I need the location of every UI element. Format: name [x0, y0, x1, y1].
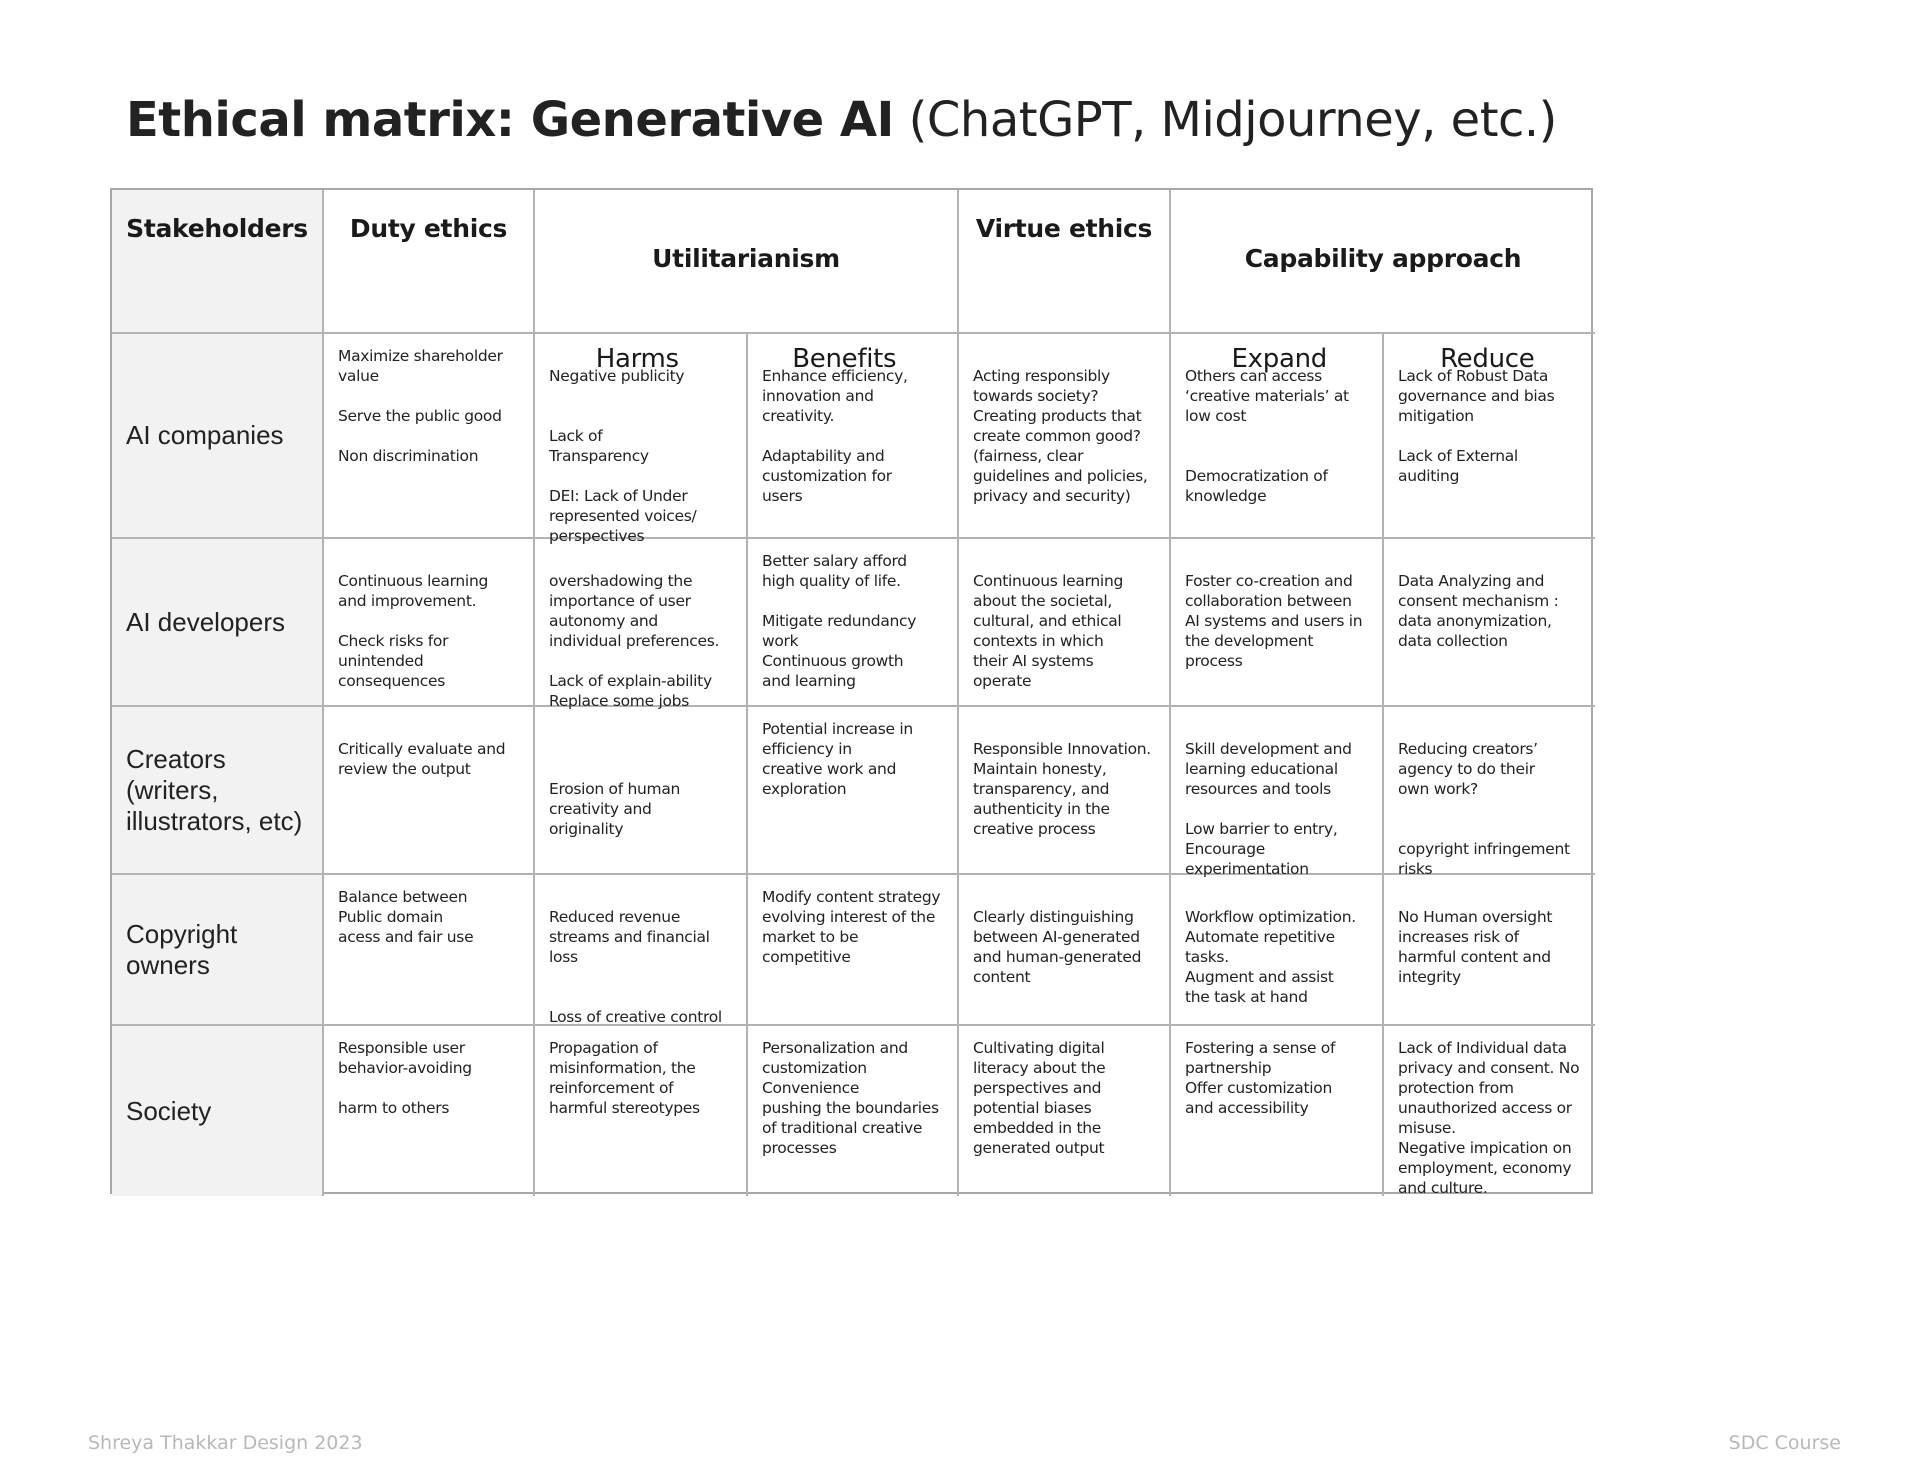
cell-benefits: Enhance efficiency, innovation and creativity. Adaptability and customization for users: [748, 334, 959, 539]
cell-harms: Reduced revenue streams and financial loss Loss of creative control: [535, 875, 748, 1026]
cell-expand: Skill development and learning educational resources and tools Low barrier to entry, Encourage experimentation: [1171, 707, 1384, 875]
cell-reduce: Lack of Robust Data governance and bias mitigation Lack of External auditing: [1384, 334, 1595, 539]
cell-virtue-ethics: Responsible Innovation. Maintain honesty, transparency, and authenticity in the creative process: [959, 707, 1171, 875]
header-capability-label: Capability approach: [1244, 244, 1522, 273]
header-stakeholders: Stakeholders: [112, 190, 324, 334]
cell-duty-ethics: Responsible user behavior-avoiding harm to others: [324, 1026, 535, 1196]
cell-harms: Propagation of misinformation, the reinforcement of harmful stereotypes: [535, 1026, 748, 1196]
cell-reduce: No Human oversight increases risk of harmful content and integrity: [1384, 875, 1595, 1026]
header-utilitarianism: [535, 190, 959, 374]
subheader-expand: Expand: [1231, 344, 1327, 374]
cell-benefits: Modify content strategy evolving interest of the market to be competitive: [748, 875, 959, 1026]
footer-course: SDC Course: [1728, 1432, 1841, 1454]
cell-benefits: Potential increase in efficiency in creative work and exploration: [748, 707, 959, 875]
cell-harms: Negative publicity Lack of Transparency DEI: Lack of Under represented voices/ perspectives: [535, 334, 748, 539]
stakeholder-cell: AI companies: [112, 334, 324, 539]
subheader-harms: Harms: [595, 344, 679, 374]
page-title: [126, 92, 1557, 148]
footer-credit: Shreya Thakkar Design 2023: [88, 1432, 363, 1454]
cell-expand: Fostering a sense of partnership Offer customization and accessibility: [1171, 1026, 1384, 1196]
page-title-subtitle: (ChatGPT, Midjourney, etc.): [893, 92, 1557, 148]
header-virtue-ethics: Virtue ethics: [959, 190, 1171, 334]
subheader-benefits: Benefits: [792, 344, 897, 374]
ethical-matrix-table: [110, 188, 1593, 1197]
cell-reduce: Reducing creators’ agency to do their own work? copyright infringement risks: [1384, 707, 1595, 875]
page-title-bold: Ethical matrix: Generative AI: [126, 92, 894, 148]
cell-benefits: Better salary afford high quality of life. Mitigate redundancy work Continuous growth and learning: [748, 539, 959, 707]
header-utilitarianism-label: Utilitarianism: [652, 244, 840, 273]
cell-virtue-ethics: Continuous learning about the societal, cultural, and ethical contexts in which their AI systems operate: [959, 539, 1171, 707]
cell-virtue-ethics: Clearly distinguishing between AI-generated and human-generated content: [959, 875, 1171, 1026]
header-duty-ethics: Duty ethics: [324, 190, 535, 334]
cell-reduce: Data Analyzing and consent mechanism : data anonymization, data collection: [1384, 539, 1595, 707]
subheader-reduce: Reduce: [1440, 344, 1535, 374]
cell-harms: Erosion of human creativity and originality: [535, 707, 748, 875]
header-capability-approach: [1171, 190, 1595, 374]
cell-expand: Foster co-creation and collaboration between AI systems and users in the development process: [1171, 539, 1384, 707]
cell-virtue-ethics: Cultivating digital literacy about the perspectives and potential biases embedded in the generated output: [959, 1026, 1171, 1196]
cell-expand: Workflow optimization. Automate repetitive tasks. Augment and assist the task at hand: [1171, 875, 1384, 1026]
cell-harms: overshadowing the importance of user autonomy and individual preferences. Lack of explain-ability Replace some jobs: [535, 539, 748, 707]
stakeholder-cell: AI developers: [112, 539, 324, 707]
cell-duty-ethics: Critically evaluate and review the output: [324, 707, 535, 875]
cell-duty-ethics: Maximize shareholder value Serve the public good Non discrimination: [324, 334, 535, 539]
cell-duty-ethics: Continuous learning and improvement. Check risks for unintended consequences: [324, 539, 535, 707]
cell-reduce: Lack of Individual data privacy and consent. No protection from unauthorized access or misuse. Negative impication on employment, economy and culture.: [1398, 1039, 1580, 1197]
stakeholder-cell: Society: [112, 1026, 324, 1196]
cell-benefits: Personalization and customization Convenience pushing the boundaries of traditional creative processes: [748, 1026, 959, 1196]
cell-expand: Others can access ‘creative materials’ at low cost Democratization of knowledge: [1171, 334, 1384, 539]
cell-duty-ethics: Balance between Public domain acess and fair use: [324, 875, 535, 1026]
cell-virtue-ethics: Acting responsibly towards society? Creating products that create common good? (fairness, clear guidelines and policies, privacy and security): [959, 334, 1171, 539]
stakeholder-cell: Copyright owners: [112, 875, 324, 1026]
stakeholder-cell: Creators (writers, illustrators, etc): [112, 707, 324, 875]
